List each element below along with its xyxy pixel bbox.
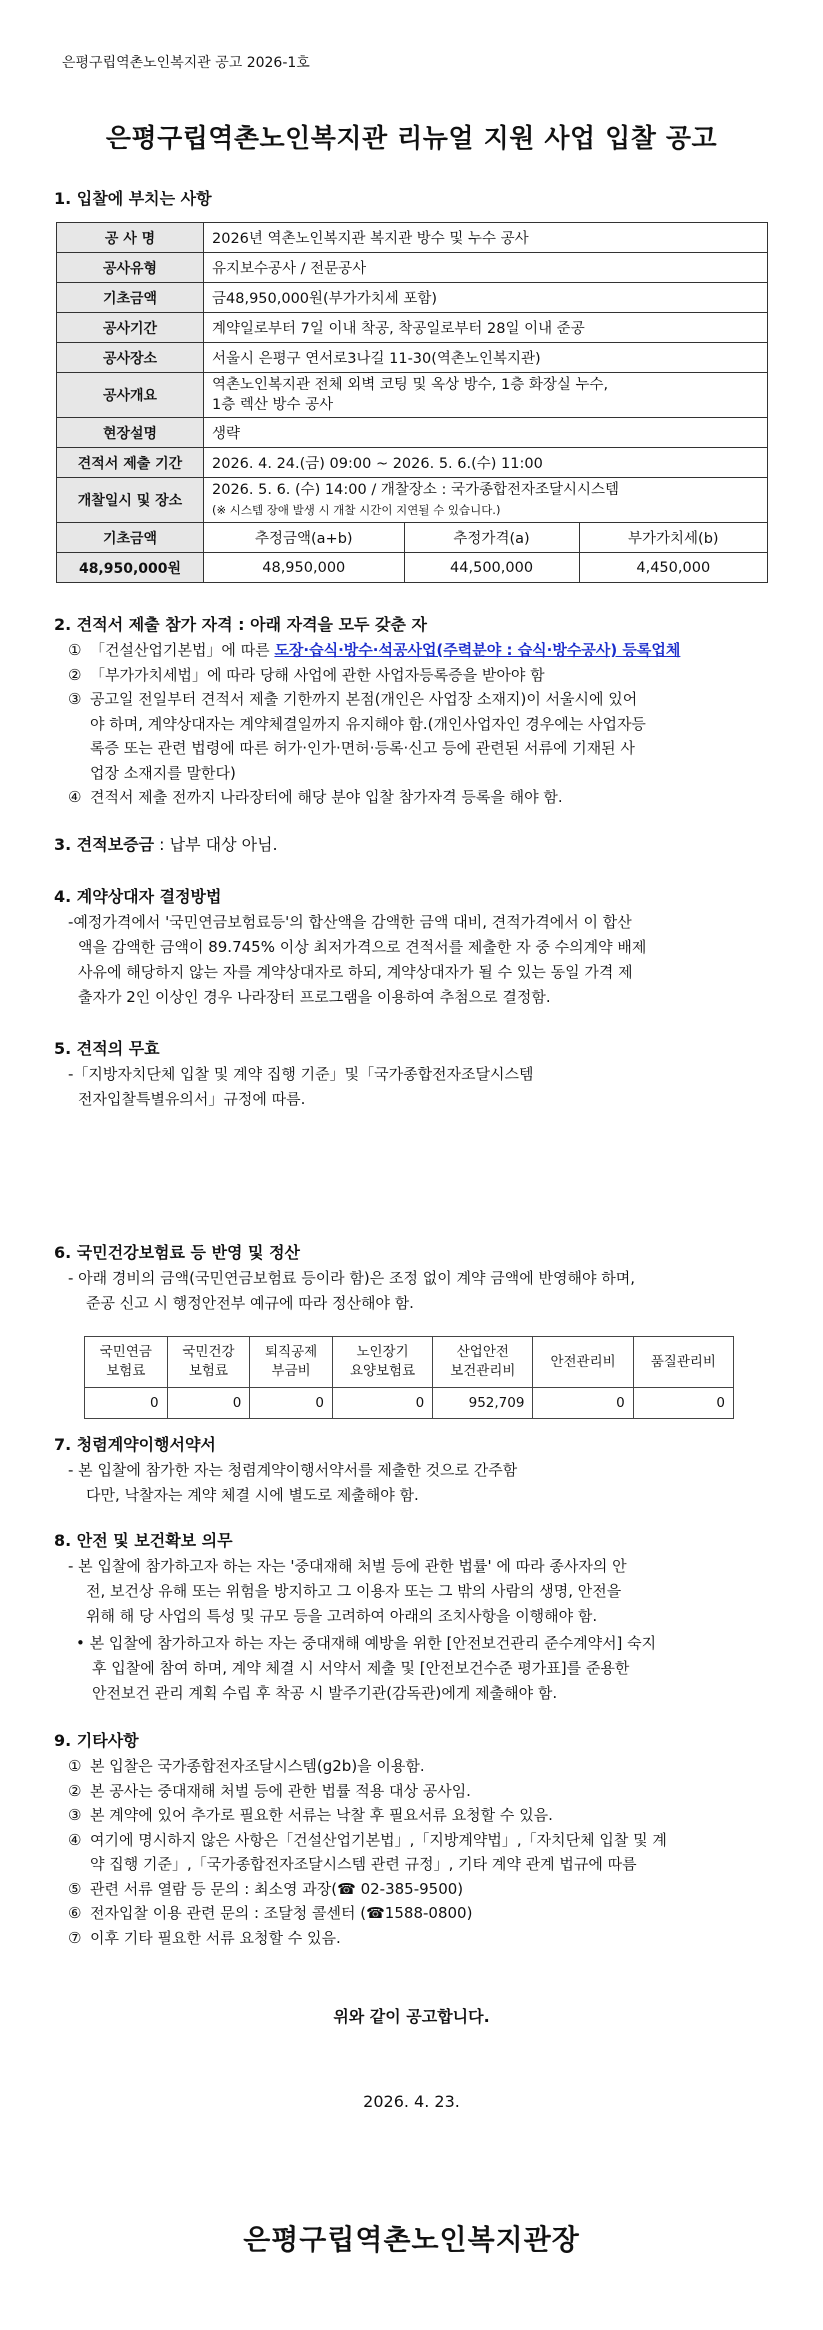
list-item: ⑥ 전자입찰 이용 관련 문의 : 조달청 콜센터 (☎1588-0800) xyxy=(68,1904,473,1922)
row-label: 기초금액 xyxy=(57,283,204,313)
bid-info-table xyxy=(56,222,768,583)
section4-heading: 4. 계약상대자 결정방법 xyxy=(54,887,222,906)
table-row xyxy=(57,223,768,253)
price-label: 기초금액 xyxy=(57,523,204,553)
section5-body: -「지방자치단체 입찰 및 계약 집행 기준」및「국가종합전자조달시스템 전자입찰특별유의서」규정에 따름. xyxy=(68,1065,534,1108)
row-label: 공사유형 xyxy=(57,253,204,283)
page-title: 은평구립역촌노인복지관 리뉴얼 지원 사업 입찰 공고 xyxy=(105,124,718,154)
fee-value: 0 xyxy=(332,1388,432,1419)
price-header: 추정가격(a) xyxy=(404,523,579,553)
row-value: 서울시 은평구 연서로3나길 11-30(역촌노인복지관) xyxy=(204,343,768,373)
list-item: ⑤ 관련 서류 열람 등 문의 : 최소영 과장(☎ 02-385-9500) xyxy=(68,1879,464,1898)
section2-heading: 2. 견적서 제출 참가 자격 : 아래 자격을 모두 갖춘 자 xyxy=(54,615,427,634)
required-license-link[interactable]: 도장·습식·방수·석공사업(주력분야 : 습식·방수공사) 등록업체 xyxy=(274,641,681,659)
closing-statement: 위와 같이 공고합니다. xyxy=(333,2007,490,2026)
section1-heading: 1. 입찰에 부치는 사항 xyxy=(54,189,212,208)
fee-header: 국민연금 보험료 xyxy=(85,1337,168,1388)
section9-heading: 9. 기타사항 xyxy=(54,1731,139,1750)
fee-header: 산업안전 보건관리비 xyxy=(433,1337,533,1388)
table-row xyxy=(57,283,768,313)
signatory: 은평구립역촌노인복지관장 xyxy=(243,2223,580,2256)
row-value: 2026. 4. 24.(금) 09:00 ~ 2026. 5. 6.(수) 11:00 xyxy=(204,448,768,478)
table-row xyxy=(57,448,768,478)
fee-value: 0 xyxy=(633,1388,733,1419)
list-item: ② 「부가가치세법」에 따라 당해 사업에 관한 사업자등록증을 받아야 함 xyxy=(68,665,545,684)
section5-heading: 5. 견적의 무효 xyxy=(54,1039,160,1058)
qualification-list xyxy=(68,638,768,810)
row-label: 공 사 명 xyxy=(57,223,204,253)
section6-body: - 아래 경비의 금액(국민연금보험료 등이라 함)은 조정 없이 계약 금액에 반영해야 하며, 준공 신고 시 행정안전부 예규에 따라 정산해야 함. xyxy=(68,1269,635,1312)
fee-value: 0 xyxy=(85,1388,168,1419)
fee-header: 국민건강 보험료 xyxy=(167,1337,250,1388)
fee-value: 0 xyxy=(533,1388,633,1419)
table-row xyxy=(57,478,768,523)
row-label: 견적서 제출 기간 xyxy=(57,448,204,478)
row-label: 공사개요 xyxy=(57,373,204,418)
list-item: ① 「건설산업기본법」에 따른 도장·습식·방수·석공사업(주력분야 : 습식·방수공사) 등록업체 xyxy=(68,641,681,659)
notice-number: 은평구립역촌노인복지관 공고 2026-1호 xyxy=(62,55,310,71)
fee-header: 노인장기 요양보험료 xyxy=(332,1337,432,1388)
row-label: 공사장소 xyxy=(57,343,204,373)
row-value: 금48,950,000원(부가가치세 포함) xyxy=(204,283,768,313)
price-header: 추정금액(a+b) xyxy=(204,523,405,553)
price-value: 4,450,000 xyxy=(579,553,767,583)
fee-table xyxy=(84,1336,734,1419)
table-row xyxy=(57,553,768,583)
row-value: 2026년 역촌노인복지관 복지관 방수 및 누수 공사 xyxy=(204,223,768,253)
row-value: 역촌노인복지관 전체 외벽 코팅 및 옥상 방수, 1층 화장실 누수, 1층 렉산 방수 공사 xyxy=(204,373,768,418)
fee-header: 퇴직공제 부금비 xyxy=(250,1337,333,1388)
fee-header: 안전관리비 xyxy=(533,1337,633,1388)
table-row xyxy=(57,313,768,343)
list-item: ① 본 입찰은 국가종합전자조달시스템(g2b)을 이용함. xyxy=(68,1757,425,1775)
table-row xyxy=(57,343,768,373)
price-amount: 48,950,000원 xyxy=(57,553,204,583)
section4-body: -예정가격에서 '국민연금보험료등'의 합산액을 감액한 금액 대비, 견적가격에서 이 합산 액을 감액한 금액이 89.745% 이상 최저가격으로 견적서를 제출한 자 중 수의계약 배제 사유에 해당하지 않는 자를 계약상대자로 하되, 계약상대자가 될 수 있는 동일 가격 제 출자가 2인 이상인 경우 나라장터 프로그램을 이용하여 추첨으로 결정함. xyxy=(68,913,647,1006)
table-row xyxy=(57,523,768,553)
table-row xyxy=(57,373,768,418)
fee-value: 0 xyxy=(250,1388,333,1419)
price-value: 44,500,000 xyxy=(404,553,579,583)
list-item: ③ 공고일 전일부터 견적서 제출 기한까지 본점(개인은 사업장 소재지)이 서울시에 있어 야 하며, 계약상대자는 계약체결일까지 유지해야 함.(개인사업자인 경우에는 사업자등 록증 또는 관련 법령에 따른 허가·인가·면허·등록·신고 등에 관련된 서류에 기재된 사 업장 소재지를 말한다) xyxy=(68,690,646,782)
list-item: ④ 여기에 명시하지 않은 사항은「건설산업기본법」,「지방계약법」,「자치단체 입찰 및 계 약 집행 기준」,「국가종합전자조달시스템 관련 규정」, 기타 계약 관계 법규에 따름 xyxy=(68,1830,667,1873)
misc-list xyxy=(68,1754,768,1950)
section7-heading: 7. 청렴계약이행서약서 xyxy=(54,1435,216,1454)
section8-heading: 8. 안전 및 보건확보 의무 xyxy=(54,1531,233,1550)
notice-date: 2026. 4. 23. xyxy=(363,2092,460,2111)
fee-header: 품질관리비 xyxy=(633,1337,733,1388)
row-value: 유지보수공사 / 전문공사 xyxy=(204,253,768,283)
list-item: ④ 견적서 제출 전까지 나라장터에 해당 분야 입찰 참가자격 등록을 해야 함. xyxy=(68,788,563,806)
list-item: ⑦ 이후 기타 필요한 서류 요청할 수 있음. xyxy=(68,1928,341,1947)
row-label: 현장설명 xyxy=(57,418,204,448)
list-item: ③ 본 계약에 있어 추가로 필요한 서류는 낙찰 후 필요서류 요청할 수 있음. xyxy=(68,1806,553,1824)
row-label: 공사기간 xyxy=(57,313,204,343)
row-value: 계약일로부터 7일 이내 착공, 착공일로부터 28일 이내 준공 xyxy=(204,313,768,343)
row-value: 2026. 5. 6. (수) 14:00 / 개찰장소 : 국가종합전자조달시시스템 (※ 시스템 장애 발생 시 개찰 시간이 지연될 수 있습니다.) xyxy=(204,478,768,523)
list-item: ② 본 공사는 중대재해 처벌 등에 관한 법률 적용 대상 공사임. xyxy=(68,1781,471,1800)
table-row xyxy=(57,253,768,283)
fee-value: 0 xyxy=(167,1388,250,1419)
price-value: 48,950,000 xyxy=(204,553,405,583)
fee-value: 952,709 xyxy=(433,1388,533,1419)
section7-body: - 본 입찰에 참가한 자는 청렴계약이행서약서를 제출한 것으로 간주함 다만, 낙찰자는 계약 체결 시에 별도로 제출해야 함. xyxy=(68,1461,518,1504)
price-header: 부가가치세(b) xyxy=(579,523,767,553)
row-label: 개찰일시 및 장소 xyxy=(57,478,204,523)
section3-heading: 3. 견적보증금 : 납부 대상 아님. xyxy=(54,835,278,854)
row-value: 생략 xyxy=(204,418,768,448)
table-row xyxy=(57,418,768,448)
section6-heading: 6. 국민건강보험료 등 반영 및 정산 xyxy=(54,1243,300,1262)
section8-body: - 본 입찰에 참가하고자 하는 자는 '중대재해 처벌 등에 관한 법률' 에 따라 종사자의 안 전, 보건상 유해 또는 위험을 방지하고 그 이용자 또는 그 밖의 사람의 생명, 안전을 위해 해 당 사업의 특성 및 규모 등을 고려하여 아래의 조치사항을 이행해야 함. • 본 입찰에 참가하고자 하는 자는 중대재해 예방을 위한 [안전보건관리 준수계약서] 숙지 후 입찰에 참여 하며, 계약 체결 시 서약서 제출 및 [안전보건수준 평가표]를 준용한 안전보건 관리 계획 수립 후 착공 시 발주기관(감독관)에게 제출해야 함. xyxy=(68,1557,657,1702)
